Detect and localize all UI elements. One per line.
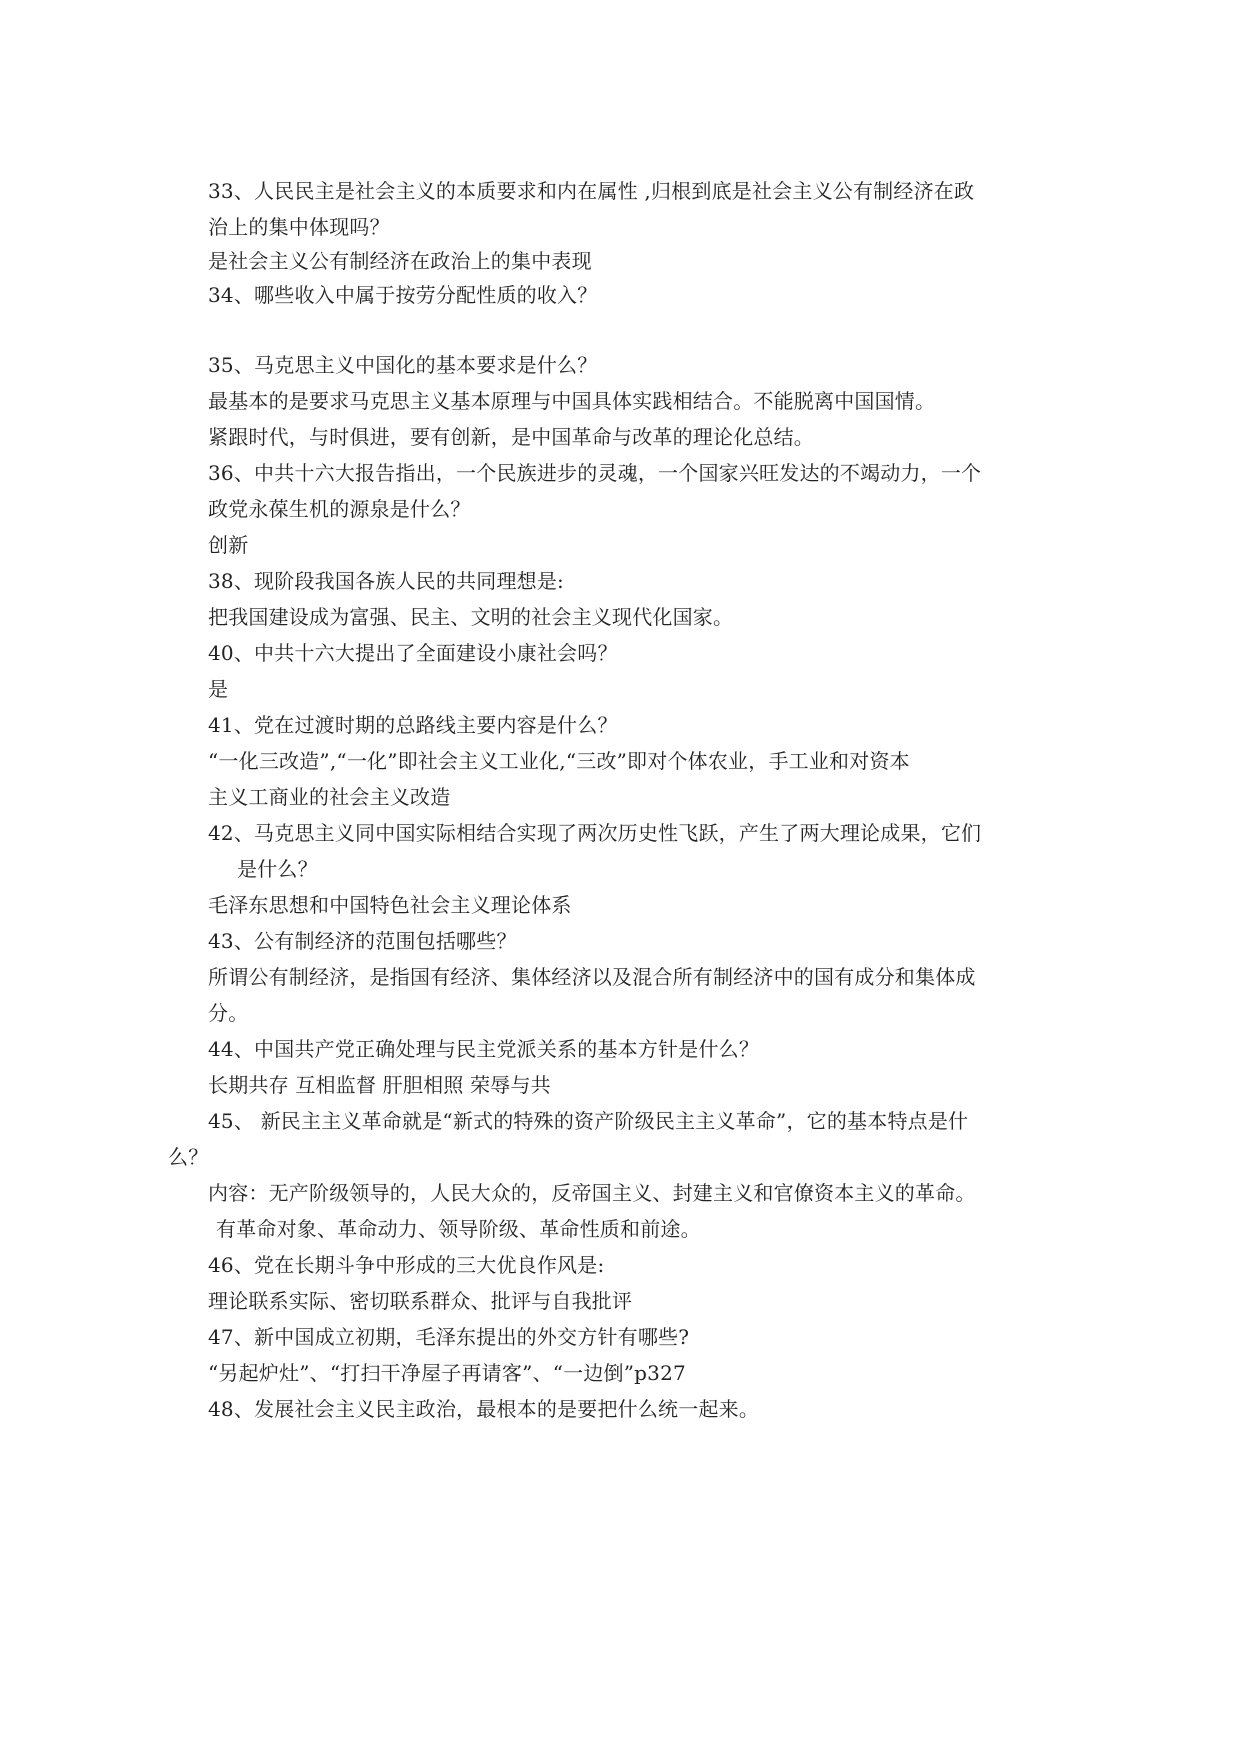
question-45-line-2: 么？ (168, 1145, 209, 1169)
question-45-line-1: 45、 新民主主义革命就是“新式的特殊的资产阶级民主主义革命”，它的基本特点是什 (208, 1109, 969, 1133)
question-42-line-2: 是什么？ (237, 857, 318, 881)
answer-38: 把我国建设成为富强、民主、文明的社会主义现代化国家。 (208, 605, 734, 629)
answer-35-line-2: 紧跟时代，与时俱进，要有创新，是中国革命与改革的理论化总结。 (208, 425, 814, 449)
answer-45-line-2: 有革命对象、革命动力、领导阶级、革命性质和前途。 (216, 1217, 701, 1241)
answer-47: “另起炉灶”、“打扫干净屋子再请客”、“一边倒”p327 (208, 1361, 686, 1385)
answer-45-line-1: 内容：无产阶级领导的，人民大众的，反帝国主义、封建主义和官僚资本主义的革命。 (208, 1181, 976, 1205)
question-47: 47、新中国成立初期，毛泽东提出的外交方针有哪些? (208, 1325, 690, 1349)
question-38: 38、现阶段我国各族人民的共同理想是: (208, 569, 564, 593)
question-41: 41、党在过渡时期的总路线主要内容是什么？ (208, 713, 618, 737)
answer-33: 是社会主义公有制经济在政治上的集中表现 (208, 249, 592, 273)
answer-43-line-2: 分。 (208, 1001, 249, 1025)
answer-41-line-1: “一化三改造”,“一化”即社会主义工业化,“三改”即对个体农业，手工业和对资本 (208, 749, 910, 773)
question-33-line-1: 33、人民民主是社会主义的本质要求和内在属性 ,归根到底是社会主义公有制经济在政 (208, 179, 975, 203)
answer-35-line-1: 最基本的是要求马克思主义基本原理与中国具体实践相结合。不能脱离中国国情。 (208, 389, 936, 413)
answer-40: 是 (208, 677, 229, 701)
question-48: 48、发展社会主义民主政治，最根本的是要把什么统一起来。 (208, 1397, 760, 1421)
answer-44: 长期共存 互相监督 肝胆相照 荣辱与共 (208, 1073, 551, 1097)
question-46: 46、党在长期斗争中形成的三大优良作风是: (208, 1253, 605, 1277)
answer-41-line-2: 主义工商业的社会主义改造 (208, 785, 451, 809)
question-36-line-2: 政党永葆生机的源泉是什么？ (208, 497, 471, 521)
question-44: 44、中国共产党正确处理与民主党派关系的基本方针是什么？ (208, 1037, 760, 1061)
question-34: 34、哪些收入中属于按劳分配性质的收入？ (208, 283, 598, 307)
question-43: 43、公有制经济的范围包括哪些？ (208, 929, 517, 953)
question-40: 40、中共十六大提出了全面建设小康社会吗？ (208, 641, 618, 665)
question-33-line-2: 治上的集中体现吗？ (208, 215, 390, 239)
answer-42: 毛泽东思想和中国特色社会主义理论体系 (208, 893, 572, 917)
question-36-line-1: 36、中共十六大报告指出，一个民族进步的灵魂，一个国家兴旺发达的不竭动力，一个 (208, 461, 982, 485)
answer-46: 理论联系实际、密切联系群众、批评与自我批评 (208, 1289, 633, 1313)
question-42-line-1: 42、马克思主义同中国实际相结合实现了两次历史性飞跃，产生了两大理论成果，它们 (208, 821, 982, 845)
answer-43-line-1: 所谓公有制经济，是指国有经济、集体经济以及混合所有制经济中的国有成分和集体成 (208, 965, 976, 989)
question-35: 35、马克思主义中国化的基本要求是什么？ (208, 353, 598, 377)
answer-36: 创新 (208, 533, 249, 557)
